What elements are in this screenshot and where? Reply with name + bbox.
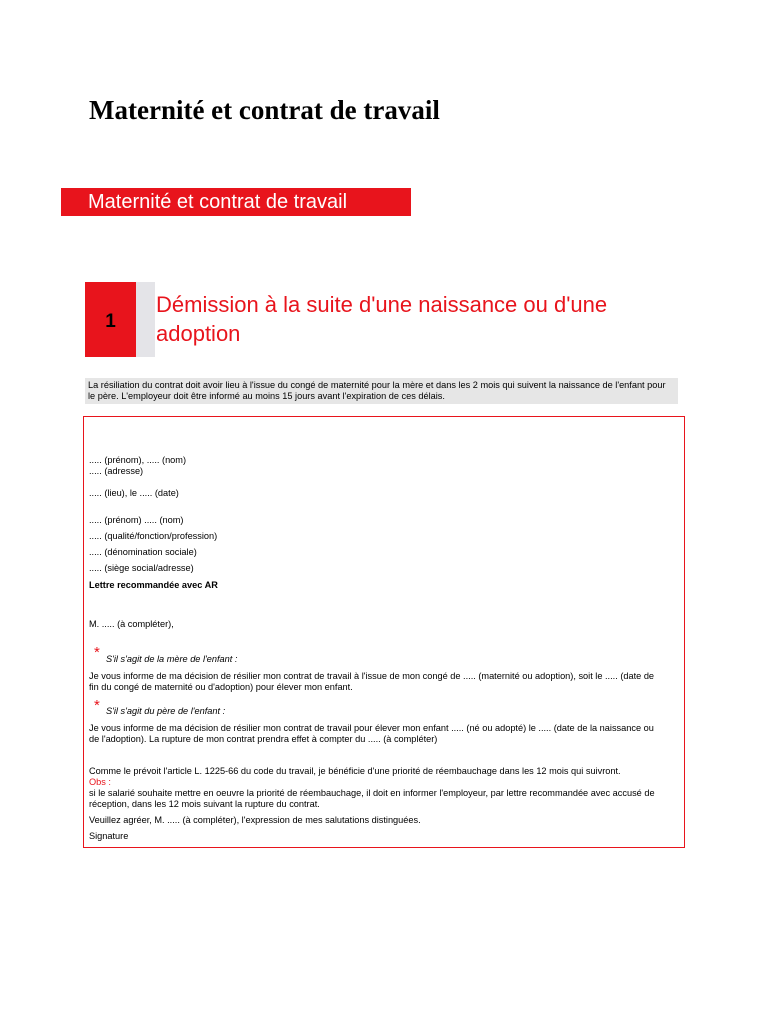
recipient-address: ..... (siège social/adresse) [89, 563, 194, 573]
father-case-text-line1: Je vous informe de ma décision de résilier mon contrat de travail pour élever mon enfant ..... (né ou adopté) le ..... (date de la naissance ou [89, 723, 654, 733]
document-title: Maternité et contrat de travail [89, 95, 440, 125]
recipient-role: ..... (qualité/fonction/profession) [89, 531, 218, 541]
recipient-name: ..... (prénom) ..... (nom) [89, 515, 184, 525]
mother-case-label: S'il s'agit de la mère de l'enfant : [106, 654, 238, 664]
letter-template [83, 416, 685, 848]
section-header [85, 282, 685, 357]
law-reference: Comme le prévoit l'article L. 1225-66 du code du travail, je bénéficie d'une priorité de réembauchage dans les 12 mois qui suivront. [89, 766, 621, 776]
sender-address: ..... (adresse) [89, 466, 144, 476]
obs-text-line2: réception, dans les 12 mois suivant la rupture du contrat. [89, 799, 320, 809]
salutation: M. ..... (à compléter), [89, 619, 174, 629]
registered-mail-label: Lettre recommandée avec AR [89, 580, 218, 590]
mother-case-text-line1: Je vous informe de ma décision de résilier mon contrat de travail à l'issue de mon congé de ..... (maternité ou adoption), soit le ..... (date de [89, 671, 655, 681]
section-title: Démission à la suite d'une naissance ou d'une adoption [156, 292, 608, 346]
obs-text-line1: si le salarié souhaite mettre en oeuvre la priorité de réembauchage, il doit en informer l'employeur, par lettre recommandée avec accusé de [89, 788, 655, 798]
asterisk-marker: * [94, 644, 100, 661]
signature-label: Signature [89, 831, 129, 841]
sender-name: ..... (prénom), ..... (nom) [89, 455, 186, 465]
section-divider [136, 282, 155, 357]
intro-note: La résiliation du contrat doit avoir lieu à l'issue du congé de maternité pour la mère et dans les 2 mois qui suivent la naissance de l'enfant pour le père. L'employeur doit être informé au moins 15 jours avant l'expiration de ces délais. [85, 378, 678, 404]
obs-label: Obs : [89, 777, 111, 787]
father-case-label: S'il s'agit du père de l'enfant : [106, 706, 226, 716]
recipient-company: ..... (dénomination sociale) [89, 547, 197, 557]
section-banner: Maternité et contrat de travail [61, 188, 411, 216]
asterisk-marker: * [94, 697, 100, 714]
mother-case-text-line2: fin du congé de maternité ou d'adoption) pour élever mon enfant. [89, 682, 353, 692]
father-case-text-line2: de l'adoption). La rupture de mon contrat prendra effet à compter du ..... (à compléter) [89, 734, 438, 744]
closing-formula: Veuillez agréer, M. ..... (à compléter), l'expression de mes salutations distinguées. [89, 815, 421, 825]
place-date: ..... (lieu), le ..... (date) [89, 488, 179, 498]
section-number: 1 [85, 282, 136, 357]
